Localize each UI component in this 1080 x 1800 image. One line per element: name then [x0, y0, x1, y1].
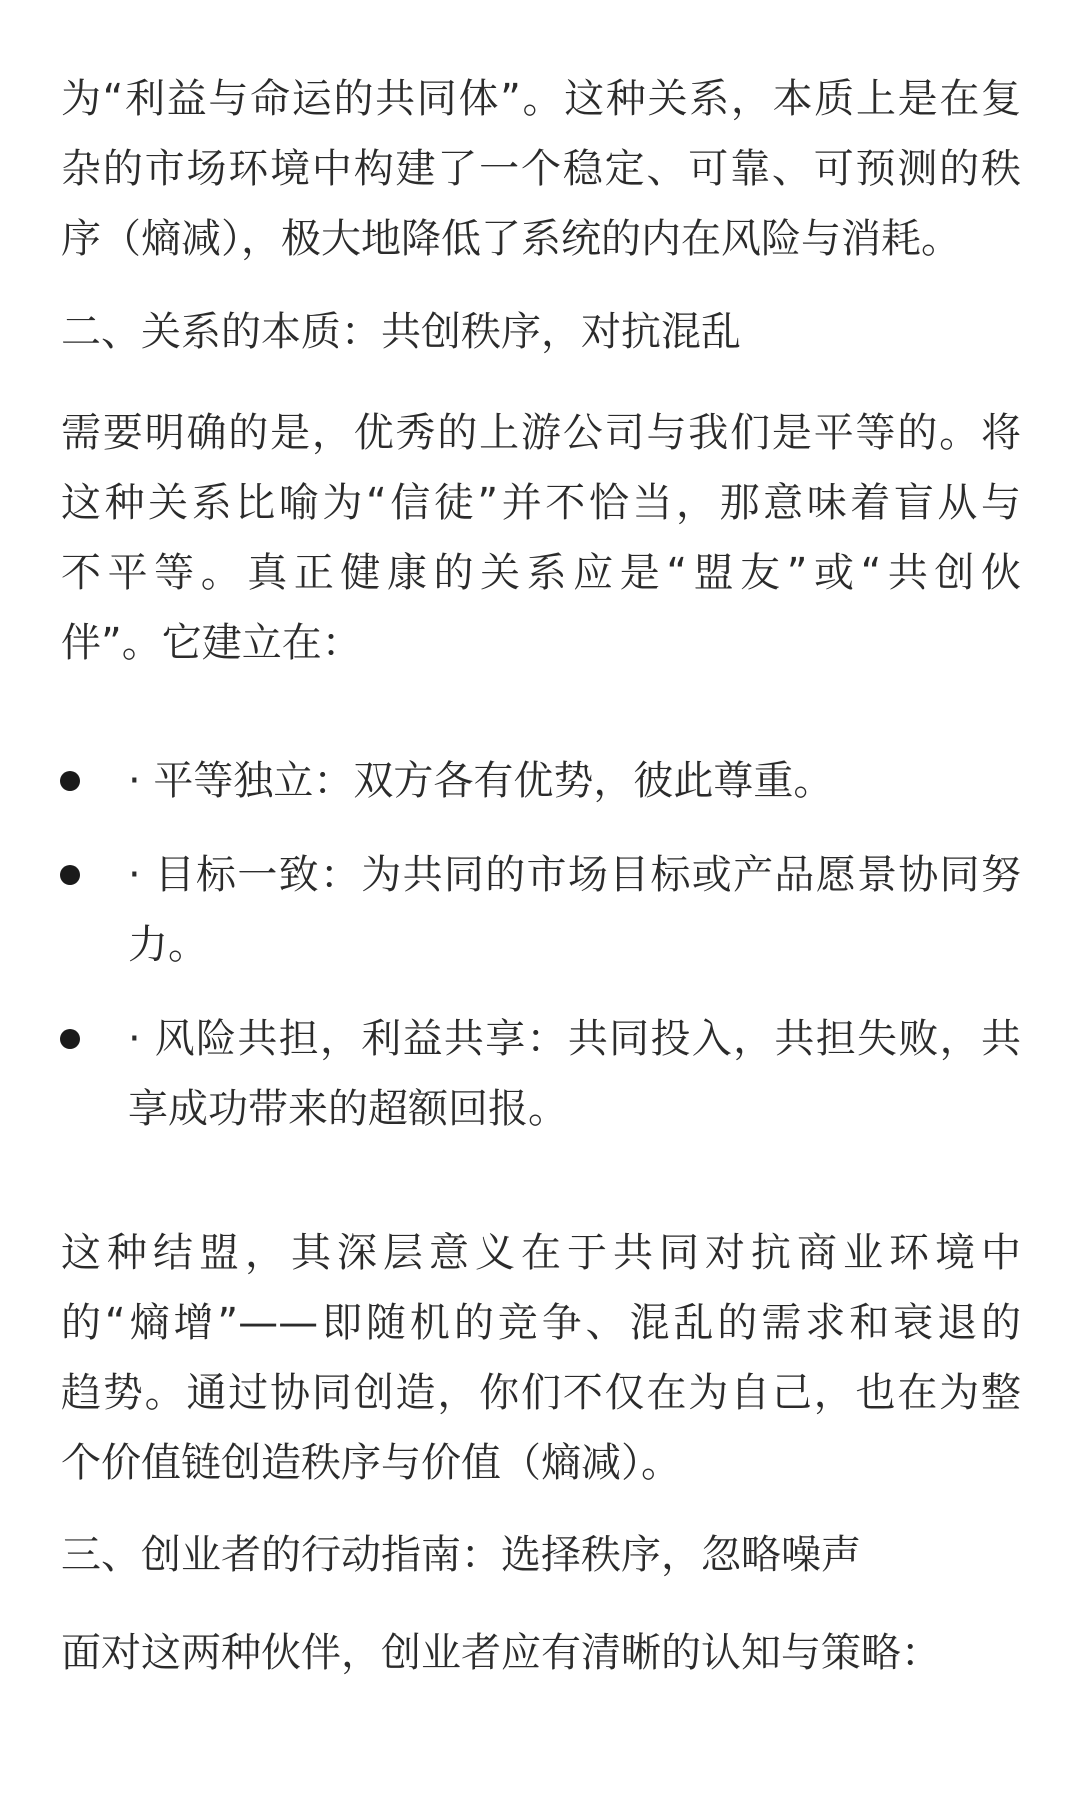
alliance-line-3: 趋势。通过协同创造，你们不仅在为自己，也在为整: [61, 1370, 1021, 1416]
bullet-dot-icon: [60, 865, 80, 885]
section-2-paragraph: [61, 398, 1021, 678]
bullet-text: [128, 746, 1021, 816]
section-3-line-1: 面对这两种伙伴，创业者应有清晰的认知与策略：: [61, 1630, 941, 1676]
section-3-heading-text: 三、创业者的行动指南：选择秩序，忽略噪声: [61, 1532, 861, 1578]
bullet-2-line-2: 力。: [128, 922, 208, 968]
section-2-line-1: 需要明确的是，优秀的上游公司与我们是平等的。将: [61, 410, 1021, 456]
section-2-heading-text: 二、关系的本质：共创秩序，对抗混乱: [61, 309, 741, 355]
intro-paragraph: [61, 64, 1021, 274]
section-3-paragraph: [61, 1618, 1021, 1688]
bullet-3-line-1: · 风险共担，利益共享：共同投入，共担失败，共: [128, 1016, 1021, 1062]
alliance-line-2: 的“熵增”——即随机的竞争、混乱的需求和衰退的: [61, 1300, 1021, 1346]
bullet-2-line-1: · 目标一致：为共同的市场目标或产品愿景协同努: [128, 852, 1021, 898]
bullet-text: [128, 840, 1021, 980]
intro-line-1: 为“利益与命运的共同体”。这种关系，本质上是在复: [61, 76, 1021, 122]
alliance-line-4: 个价值链创造秩序与价值（熵减）。: [61, 1440, 681, 1486]
bullet-1-line-1: · 平等独立：双方各有优势，彼此尊重。: [128, 758, 834, 804]
intro-line-2: 杂的市场环境中构建了一个稳定、可靠、可预测的秩: [61, 146, 1021, 192]
section-3-heading: [61, 1520, 1021, 1590]
bullet-text: [128, 1004, 1021, 1144]
bullet-dot-icon: [60, 771, 80, 791]
alliance-paragraph: [61, 1218, 1021, 1498]
bullet-dot-icon: [60, 1029, 80, 1049]
section-2-line-3: 不平等。真正健康的关系应是“盟友”或“共创伙: [61, 550, 1021, 596]
intro-line-3: 序（熵减），极大地降低了系统的内在风险与消耗。: [61, 216, 961, 262]
alliance-line-1: 这种结盟，其深层意义在于共同对抗商业环境中: [61, 1230, 1021, 1276]
section-2-line-2: 这种关系比喻为“信徒”并不恰当，那意味着盲从与: [61, 480, 1021, 526]
section-2-heading: [61, 297, 1021, 367]
bullet-3-line-2: 享成功带来的超额回报。: [128, 1086, 568, 1132]
section-2-line-4: 伴”。它建立在：: [61, 620, 362, 666]
